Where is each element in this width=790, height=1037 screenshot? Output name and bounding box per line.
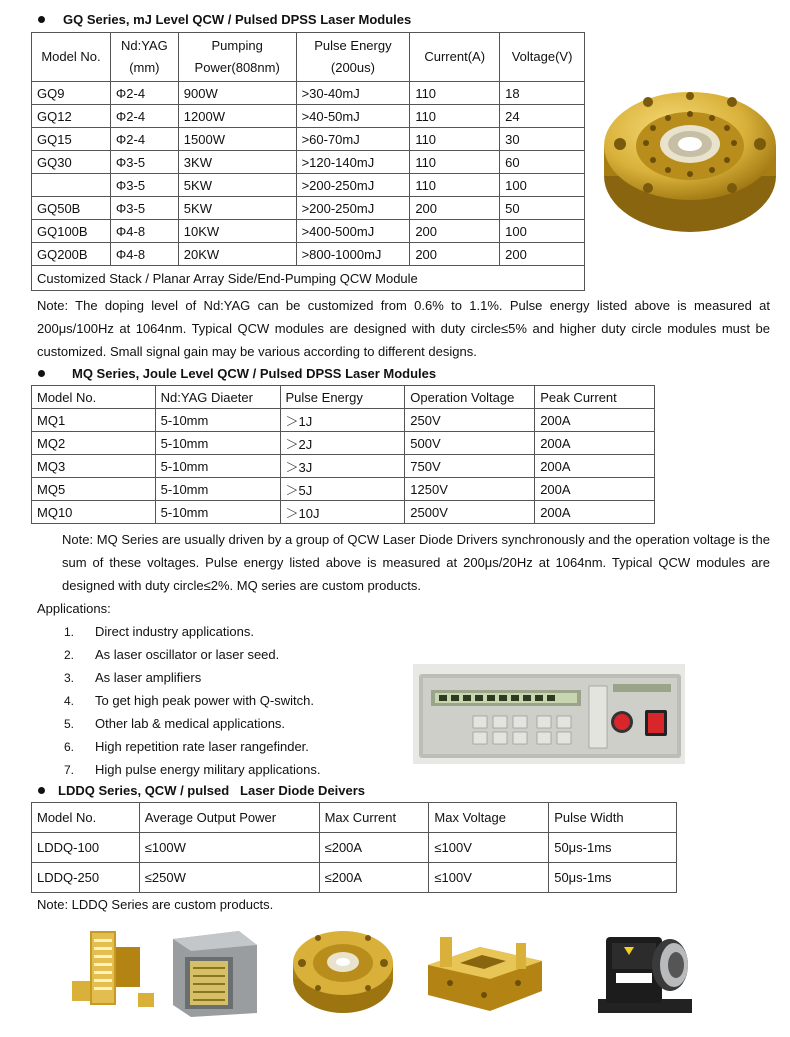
applications-list xyxy=(64,620,320,781)
gq-header-cell xyxy=(500,33,585,82)
table-cell: 1500W xyxy=(178,128,296,151)
lddq-header-cell: Average Output Power xyxy=(139,803,319,833)
table-cell: 500V xyxy=(405,432,535,455)
table-cell: ＞10J xyxy=(280,501,405,524)
table-cell: Φ4-8 xyxy=(110,243,178,266)
header-line: (mm) xyxy=(129,60,160,75)
header-line: Nd:YAG xyxy=(120,38,168,53)
table-cell: 5-10mm xyxy=(155,501,280,524)
table-cell: 200A xyxy=(535,455,655,478)
table-cell: >800-1000mJ xyxy=(296,243,410,266)
table-cell: >200-250mJ xyxy=(296,174,410,197)
table-cell: 18 xyxy=(500,82,585,105)
list-item-number: 7. xyxy=(64,763,75,777)
table-cell: 200A xyxy=(535,478,655,501)
lddq-header-cell: Pulse Width xyxy=(549,803,677,833)
table-cell: ＞1J xyxy=(280,409,405,432)
table-cell: ≤100V xyxy=(429,833,549,863)
mq-header-row xyxy=(32,386,655,409)
list-item xyxy=(64,666,320,689)
table-cell: ≤200A xyxy=(319,833,429,863)
list-item-text: To get high peak power with Q-switch. xyxy=(95,693,314,708)
table-cell: Φ2-4 xyxy=(110,105,178,128)
table-cell: 5-10mm xyxy=(155,478,280,501)
gq-header-cell xyxy=(178,33,296,82)
gq-header-cell xyxy=(32,33,111,82)
list-item-text: As laser oscillator or laser seed. xyxy=(95,647,280,662)
table-cell: 5-10mm xyxy=(155,432,280,455)
table-cell: >40-50mJ xyxy=(296,105,410,128)
mq-header-cell: Pulse Energy xyxy=(280,386,405,409)
mq-table xyxy=(31,385,655,524)
list-item-number: 4. xyxy=(64,694,75,708)
table-cell: ≤100V xyxy=(429,863,549,893)
table-cell: 200A xyxy=(535,409,655,432)
table-cell: 5KW xyxy=(178,197,296,220)
mq-note: Note: MQ Series are usually driven by a group of QCW Laser Diode Drivers synchronously and the operation voltage is the sum of these voltages. Pulse energy listed above is measured at 200μs/20Hz at 1064nm. Typical QCW modules are designed with duty circle≤2%. MQ series are custom products. xyxy=(62,532,770,593)
table-cell: 200A xyxy=(535,501,655,524)
gq-footer-row xyxy=(32,266,585,291)
table-row xyxy=(32,409,655,432)
list-item xyxy=(64,689,320,712)
lddq-header-cell: Max Voltage xyxy=(429,803,549,833)
laser-head-photo xyxy=(590,925,700,1019)
table-cell: 30 xyxy=(500,128,585,151)
gq-header-row xyxy=(32,33,585,82)
list-item-text: Direct industry applications. xyxy=(95,624,254,639)
list-item-number: 6. xyxy=(64,740,75,754)
table-row xyxy=(32,863,677,893)
table-cell: MQ10 xyxy=(32,501,156,524)
table-cell: ＞3J xyxy=(280,455,405,478)
gq-header-cell xyxy=(296,33,410,82)
pump-chamber-photo xyxy=(163,925,263,1019)
table-row xyxy=(32,501,655,524)
gq-heading: GQ Series, mJ Level QCW / Pulsed DPSS Laser Modules xyxy=(38,12,411,27)
list-item xyxy=(64,735,320,758)
table-cell: 50μs-1ms xyxy=(549,863,677,893)
table-row xyxy=(32,243,585,266)
header-line: (200us) xyxy=(330,60,375,75)
table-cell: 24 xyxy=(500,105,585,128)
gq-table xyxy=(31,32,585,291)
table-cell: 3KW xyxy=(178,151,296,174)
table-cell: 100 xyxy=(500,220,585,243)
table-cell: GQ9 xyxy=(32,82,111,105)
header-line: Current(A) xyxy=(424,49,486,64)
table-cell: 5-10mm xyxy=(155,409,280,432)
table-cell: MQ5 xyxy=(32,478,156,501)
table-cell: LDDQ-250 xyxy=(32,863,140,893)
table-cell: ≤250W xyxy=(139,863,319,893)
table-cell: 110 xyxy=(410,128,500,151)
lddq-header-row xyxy=(32,803,677,833)
table-cell: Φ3-5 xyxy=(110,197,178,220)
mq-header-cell: Operation Voltage xyxy=(405,386,535,409)
heatsink-block-photo xyxy=(420,925,550,1015)
table-cell: 5KW xyxy=(178,174,296,197)
header-line: Voltage(V) xyxy=(511,49,573,64)
table-cell: GQ30 xyxy=(32,151,111,174)
table-cell: Φ2-4 xyxy=(110,128,178,151)
table-cell: 1250V xyxy=(405,478,535,501)
table-row xyxy=(32,432,655,455)
table-cell: 900W xyxy=(178,82,296,105)
table-row xyxy=(32,455,655,478)
table-cell: Φ3-5 xyxy=(110,151,178,174)
lddq-note: Note: LDDQ Series are custom products. xyxy=(37,897,274,912)
table-cell: 100 xyxy=(500,174,585,197)
gq-footer-cell: Customized Stack / Planar Array Side/End-Pumping QCW Module xyxy=(32,266,585,291)
header-line: Pulse Energy xyxy=(314,38,392,53)
bullet-icon xyxy=(38,370,45,377)
table-cell: 5-10mm xyxy=(155,455,280,478)
list-item-text: As laser amplifiers xyxy=(95,670,202,685)
table-cell: ＞5J xyxy=(280,478,405,501)
list-item-text: High pulse energy military applications. xyxy=(95,762,321,777)
table-cell: 110 xyxy=(410,151,500,174)
table-row xyxy=(32,197,585,220)
table-row xyxy=(32,833,677,863)
gq-note: Note: The doping level of Nd:YAG can be customized from 0.6% to 1.1%. Pulse energy listed above is measured at 200μs/100Hz at 1064nm. Typical QCW modules are designed with duty circle≤5% and higher duty circle modules must be customized. Small signal gain may be various according to different designs. xyxy=(37,298,770,359)
list-item-number: 5. xyxy=(64,717,75,731)
table-cell: MQ2 xyxy=(32,432,156,455)
table-cell: 10KW xyxy=(178,220,296,243)
gq-header-cell xyxy=(410,33,500,82)
bullet-icon xyxy=(38,787,45,794)
table-cell: GQ12 xyxy=(32,105,111,128)
mq-header-cell: Model No. xyxy=(32,386,156,409)
table-row xyxy=(32,82,585,105)
list-item-text: Other lab & medical applications. xyxy=(95,716,286,731)
table-cell: 50 xyxy=(500,197,585,220)
list-item xyxy=(64,712,320,735)
table-cell: 50μs-1ms xyxy=(549,833,677,863)
header-line: Power(808nm) xyxy=(194,60,280,75)
ring-module-photo xyxy=(288,925,398,1019)
list-item-number: 1. xyxy=(64,625,75,639)
list-item-number: 3. xyxy=(64,671,75,685)
table-cell: MQ3 xyxy=(32,455,156,478)
table-cell: ≤200A xyxy=(319,863,429,893)
table-cell: GQ200B xyxy=(32,243,111,266)
table-cell: GQ50B xyxy=(32,197,111,220)
table-cell: Φ2-4 xyxy=(110,82,178,105)
table-cell: 60 xyxy=(500,151,585,174)
table-cell: 200 xyxy=(410,197,500,220)
list-item xyxy=(64,620,320,643)
lddq-header-cell: Max Current xyxy=(319,803,429,833)
table-row xyxy=(32,105,585,128)
table-cell: 200 xyxy=(410,243,500,266)
table-cell: 250V xyxy=(405,409,535,432)
table-cell: >120-140mJ xyxy=(296,151,410,174)
table-cell: >200-250mJ xyxy=(296,197,410,220)
table-cell: 750V xyxy=(405,455,535,478)
table-row xyxy=(32,174,585,197)
diode-stack-photo xyxy=(68,925,158,1015)
table-cell: >30-40mJ xyxy=(296,82,410,105)
table-row xyxy=(32,478,655,501)
table-cell: 110 xyxy=(410,82,500,105)
header-line: Model No. xyxy=(41,49,101,64)
table-cell xyxy=(32,174,111,197)
table-cell: 110 xyxy=(410,174,500,197)
table-cell: ≤100W xyxy=(139,833,319,863)
lddq-table xyxy=(31,802,677,893)
mq-heading: MQ Series, Joule Level QCW / Pulsed DPSS Laser Modules xyxy=(38,366,436,381)
table-cell: 200A xyxy=(535,432,655,455)
driver-unit-photo xyxy=(413,664,685,764)
table-cell: Φ4-8 xyxy=(110,220,178,243)
bullet-icon xyxy=(38,16,45,23)
table-cell: 1200W xyxy=(178,105,296,128)
list-item xyxy=(64,758,320,781)
table-cell: 110 xyxy=(410,105,500,128)
list-item-text: High repetition rate laser rangefinder. xyxy=(95,739,309,754)
table-row xyxy=(32,151,585,174)
table-cell: 20KW xyxy=(178,243,296,266)
table-cell: 2500V xyxy=(405,501,535,524)
table-cell: 200 xyxy=(410,220,500,243)
table-cell: LDDQ-100 xyxy=(32,833,140,863)
table-cell: Φ3-5 xyxy=(110,174,178,197)
list-item-number: 2. xyxy=(64,648,75,662)
table-cell: >400-500mJ xyxy=(296,220,410,243)
table-cell: >60-70mJ xyxy=(296,128,410,151)
header-line: Pumping xyxy=(211,38,263,53)
lddq-heading: LDDQ Series, QCW / pulsed Laser Diode Deivers xyxy=(38,783,365,798)
list-item xyxy=(64,643,320,666)
table-cell: 200 xyxy=(500,243,585,266)
lddq-header-cell: Model No. xyxy=(32,803,140,833)
gq-module-photo xyxy=(598,88,782,238)
mq-header-cell: Nd:YAG Diaeter xyxy=(155,386,280,409)
table-cell: GQ100B xyxy=(32,220,111,243)
table-cell: GQ15 xyxy=(32,128,111,151)
table-row xyxy=(32,128,585,151)
table-cell: ＞2J xyxy=(280,432,405,455)
mq-header-cell: Peak Current xyxy=(535,386,655,409)
gq-header-cell xyxy=(110,33,178,82)
applications-title: Applications: xyxy=(37,601,111,616)
table-cell: MQ1 xyxy=(32,409,156,432)
table-row xyxy=(32,220,585,243)
